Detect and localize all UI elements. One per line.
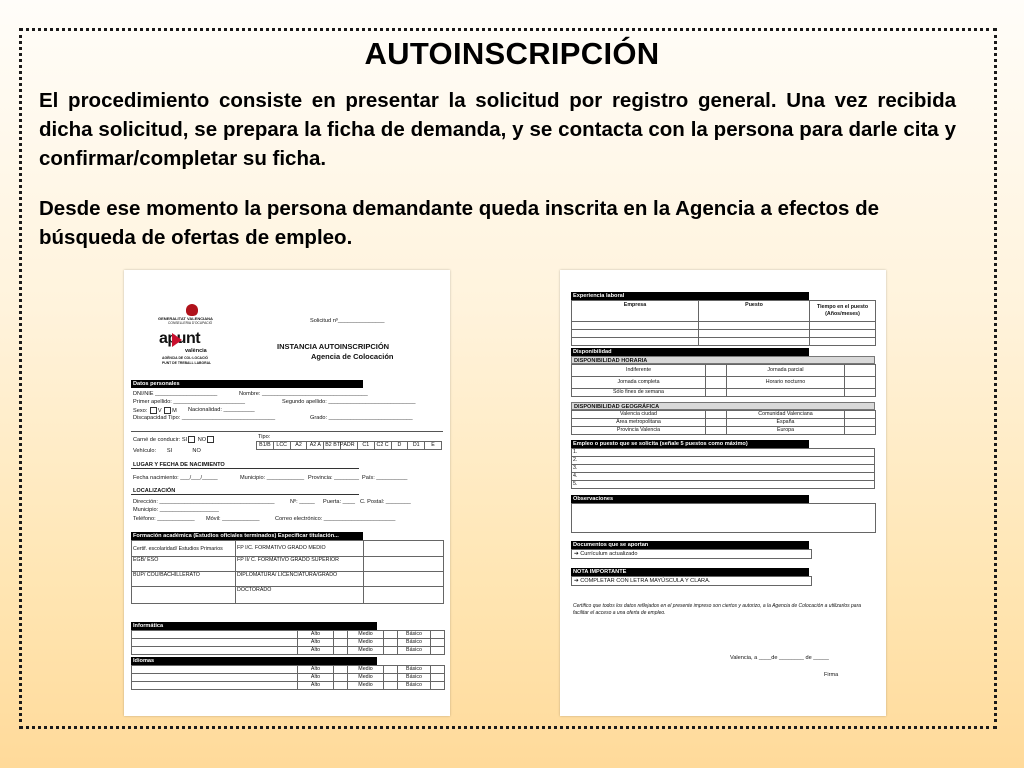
section-documentos: Documentos que se aportan (571, 541, 809, 549)
section-observaciones: Observaciones (571, 495, 809, 503)
firma-label: Firma (824, 672, 839, 678)
formacion-cell (364, 557, 444, 572)
horaria-option: Jornada parcial (727, 365, 845, 377)
level-medio: Medio (348, 639, 384, 647)
exp-header-empresa: Empresa (572, 301, 699, 322)
level-alto: Alto (298, 639, 334, 647)
form-heading: INSTANCIA AUTOINSCRIPCIÓN (277, 342, 390, 351)
puerta-field: Puerta: ____ (323, 499, 356, 505)
segundo-apellido-field: Segundo apellido: ____________________________ (282, 399, 416, 405)
nombre-field: Nombre: __________________________________ (239, 391, 368, 397)
level-medio: Medio (348, 631, 384, 639)
section-disponibilidad-geografica: DISPONIBILIDAD GEOGRÁFICA (571, 402, 875, 410)
level-alto: Alto (298, 674, 334, 682)
level-medio: Medio (348, 666, 384, 674)
license-type: LCC (273, 442, 290, 450)
form-subheading: Agencia de Colocación (311, 352, 394, 361)
section-disponibilidad: Disponibilidad (571, 348, 809, 356)
primer-apellido-field: Primer apellido: _______________________ (133, 399, 245, 405)
level-basico: Básico (398, 666, 431, 674)
movil-field: Móvil: ____________ (206, 516, 260, 522)
correo-field: Correo electrónico: _______________________ (275, 516, 396, 522)
exp-header-puesto: Puesto (699, 301, 810, 322)
formacion-cell: DIPLOMATURA/ LICENCIATURA/GRADO (236, 572, 364, 587)
level-basico: Básico (398, 639, 431, 647)
paragraph-procedure: El procedimiento consiste en presentar la solicitud por registro general. Una vez recibida dicha solicitud, se prepara la ficha de demanda, y se contacta con la persona para darle cita y confirmar/completar su ficha. (39, 89, 956, 170)
level-medio: Medio (348, 682, 384, 690)
license-type: A2 (290, 442, 307, 450)
geo-option: Comunidad Valenciana (727, 411, 845, 419)
telefono-field: Teléfono: ____________ (133, 516, 195, 522)
geo-option: España (727, 419, 845, 427)
dni-field: DNI/NIE ____________________ (133, 391, 218, 397)
section-lugar-fecha: LUGAR Y FECHA DE NACIMIENTO (131, 461, 359, 469)
formacion-table (131, 540, 444, 604)
formacion-cell: EGB/ ESO (132, 557, 236, 572)
license-type: B1/B (257, 442, 274, 450)
formacion-cell (364, 572, 444, 587)
geo-option: Provincia Valencia (572, 427, 706, 435)
fecha-lugar-line: Valencia, a ____de ________ de _____ (730, 655, 829, 661)
nacionalidad-field: Nacionalidad: __________ (188, 407, 255, 413)
section-localizacion: LOCALIZACIÓN (131, 487, 359, 495)
municipio-localizacion-field: Municipio: ___________________ (133, 507, 219, 513)
level-alto: Alto (298, 631, 334, 639)
license-type: B2 BTP (325, 442, 344, 448)
level-basico: Básico (398, 682, 431, 690)
apunt-arrow-icon (172, 333, 182, 347)
idiomas-table (131, 665, 445, 690)
license-types-table (256, 441, 442, 450)
solicitud-number: Solicitud nº_______________ (310, 318, 385, 324)
section-informatica: Informática (131, 622, 377, 630)
geografica-table (571, 410, 876, 435)
formacion-cell: BUP/ COU/BACHILLERATO (132, 572, 236, 587)
license-type: D (391, 442, 408, 450)
informatica-table (131, 630, 445, 655)
horaria-option: Indiferente (572, 365, 706, 377)
gva-label: GENERALITAT VALENCIANA (158, 316, 213, 321)
sexo-field: Sexo: V M (133, 407, 177, 414)
exp-header-tiempo: Tiempo en el puesto (Años/meses) (810, 301, 876, 322)
slide-title: AUTOINSCRIPCIÓN (364, 36, 660, 71)
license-type: A2 A (307, 442, 324, 450)
section-empleo-solicitado: Empleo o puesto que se solicita (señale 5 puestos como máximo) (571, 440, 809, 448)
certifico-statement: Certifico que todos los datos reflejados en el presente impreso son ciertos y autorizo, a la Agencia de Colocación a utilizarlos para facilitar el acceso a una oferta de empleo. (573, 603, 862, 616)
apunt-logo: apunt (159, 330, 201, 347)
section-experiencia: Experiencia laboral (571, 292, 809, 300)
municipio-field: Municipio: ____________ (240, 475, 305, 481)
formacion-cell: Certif. escolaridad/ Estudios Primarios (132, 541, 236, 557)
direccion-field: Dirección: _____________________________________ (133, 499, 275, 505)
empleo-row: 3. (572, 465, 875, 473)
license-type: E (425, 442, 442, 450)
documentos-item: ➔ Currículum actualizado (571, 549, 812, 559)
section-idiomas: Idiomas (131, 657, 377, 665)
geo-option: Valencia ciudad (572, 411, 706, 419)
carne-conducir-field: Carné de conducir: SI NO (133, 436, 215, 443)
horaria-option: Jornada completa (572, 377, 706, 389)
provincia-field: Provincia: ________ (308, 475, 360, 481)
formacion-cell: FP II/ C. FORMATIVO GRADO SUPERIOR (236, 557, 364, 572)
empleo-row: 1. (572, 449, 875, 457)
formacion-cell (132, 587, 236, 604)
paragraph-registration: Desde ese momento la persona demandante queda inscrita en la Agencia a efectos de búsqueda de ofertas de empleo. (39, 197, 880, 249)
gva-sub-label: CONSELLERIA D'OCUPACIÓ (168, 321, 213, 325)
level-alto: Alto (298, 647, 334, 655)
numero-field: Nº: _____ (290, 499, 315, 505)
section-disponibilidad-horaria: DISPONIBILIDAD HORARIA (571, 356, 875, 364)
horaria-table (571, 364, 876, 397)
empleo-row: 4. (572, 473, 875, 481)
experiencia-table (571, 300, 876, 346)
horaria-option: Sólo fines de semana (572, 389, 706, 397)
instancia-form-page-1 (124, 270, 450, 716)
geo-option: Área metropolitana (572, 419, 706, 427)
geo-option: Europa (727, 427, 845, 435)
agency-label-1: AGÈNCIA DE COL·LOCACIÓ (162, 356, 209, 360)
level-alto: Alto (298, 682, 334, 690)
license-type: C1 (357, 442, 374, 450)
instancia-form-page-2 (560, 270, 886, 716)
formacion-cell: FP I/C. FORMATIVO GRADO MEDIO (236, 541, 364, 557)
formacion-cell (364, 587, 444, 604)
license-type: C2 C (374, 442, 391, 450)
nota-item: ➔ COMPLETAR CON LETRA MAYÚSCULA Y CLARA. (571, 576, 812, 586)
tipo-label: Tipo: (258, 434, 271, 440)
level-basico: Básico (398, 647, 431, 655)
agency-label-2: PUNT DE TREBALL LABORAL (162, 361, 212, 365)
discapacidad-field: Discapacidad Tipo: ______________________________ (133, 415, 276, 421)
apunt-sub-label: valència (185, 348, 207, 354)
fecha-nacimiento-field: Fecha nacimiento: ___/___/_____ (133, 475, 218, 481)
level-alto: Alto (298, 666, 334, 674)
pais-field: País: __________ (362, 475, 408, 481)
coat-of-arms-icon (186, 304, 198, 316)
codigo-postal-field: C. Postal: ________ (360, 499, 411, 505)
observaciones-box (571, 503, 876, 533)
level-basico: Básico (398, 674, 431, 682)
empleo-row: 5. (572, 481, 875, 489)
formacion-cell: DOCTORADO (236, 587, 364, 604)
license-type: D1 (408, 442, 425, 450)
empleo-row: 2. (572, 457, 875, 465)
grado-field: Grado: ___________________________ (310, 415, 413, 421)
horaria-option: Horario nocturno (727, 377, 845, 389)
vehiculo-field: Vehículo: SI NO (133, 448, 201, 454)
license-type: ADR (341, 442, 358, 450)
formacion-cell (364, 541, 444, 557)
section-nota-importante: NOTA IMPORTANTE (571, 568, 809, 576)
level-medio: Medio (348, 674, 384, 682)
empleo-table (571, 448, 875, 489)
level-basico: Básico (398, 631, 431, 639)
level-medio: Medio (348, 647, 384, 655)
section-formacion: Formación académica (Estudios oficiales terminados) Especificar titulación... (131, 532, 363, 540)
section-datos-personales: Datos personales (131, 380, 363, 388)
